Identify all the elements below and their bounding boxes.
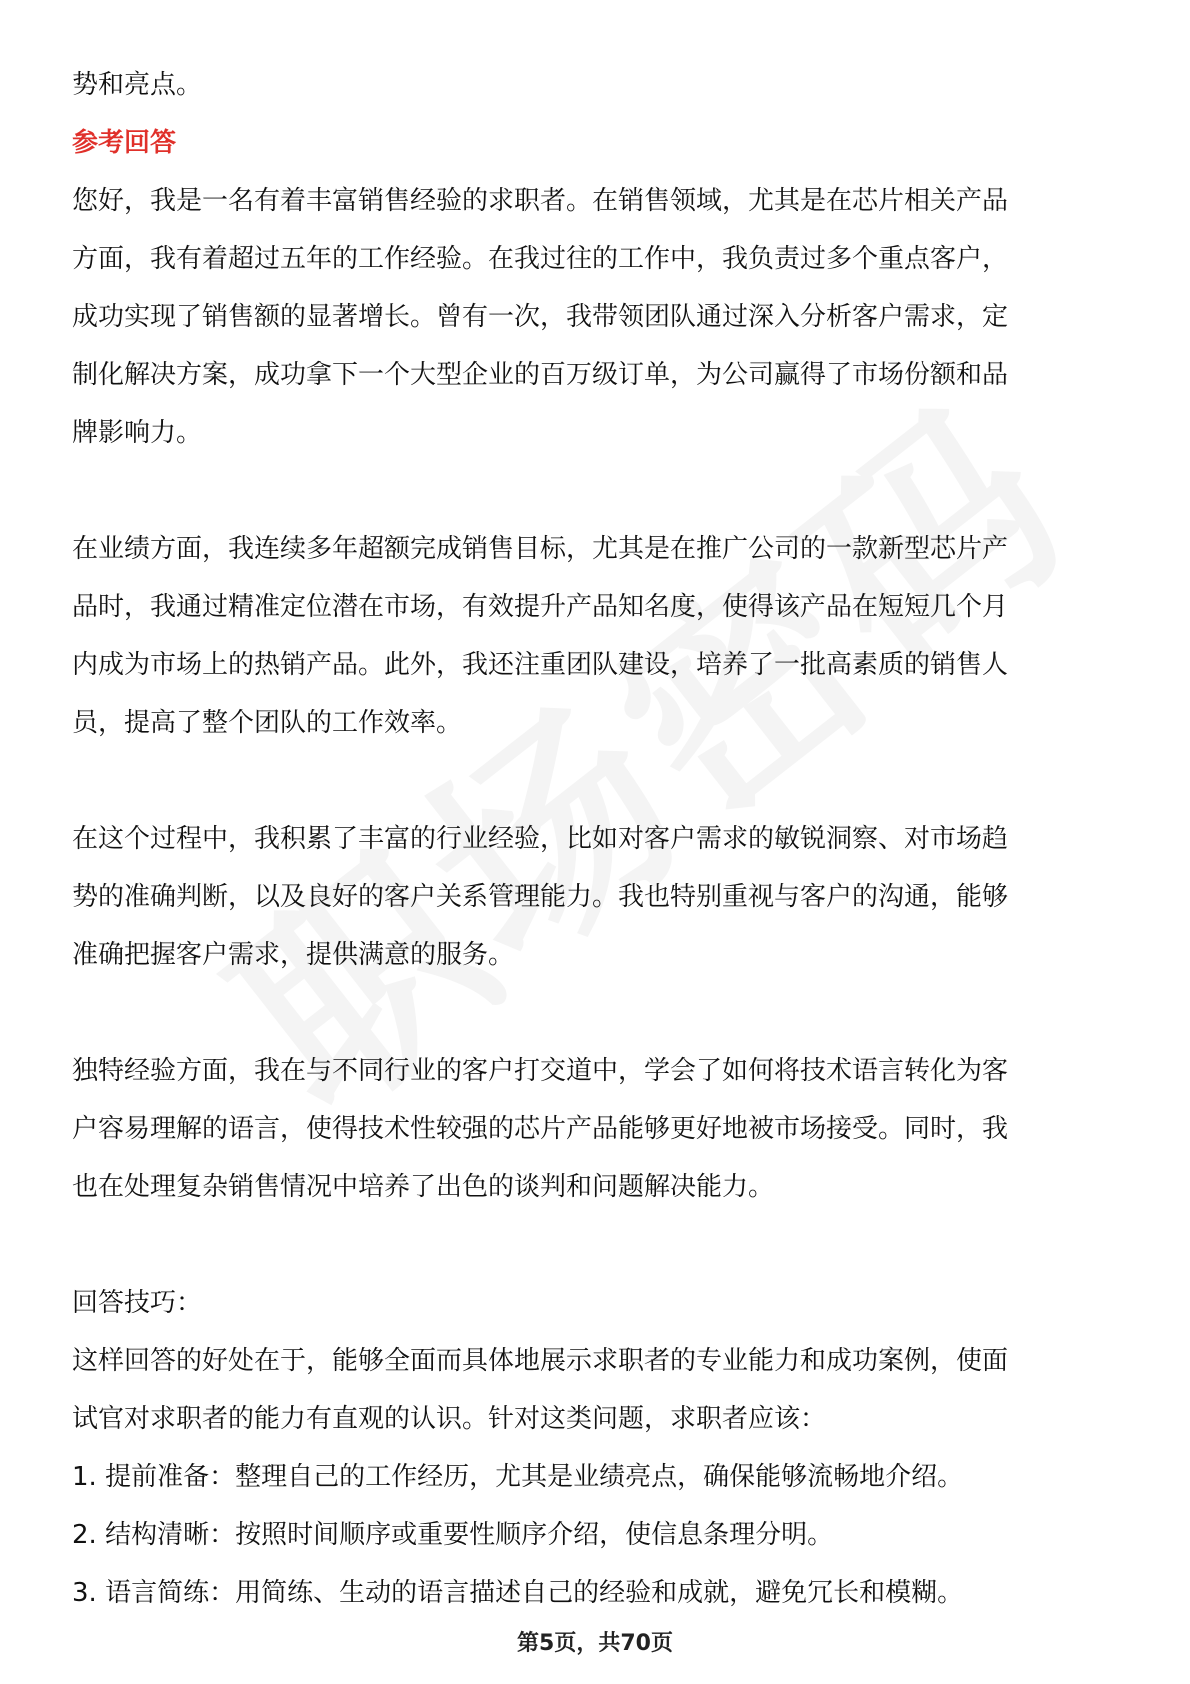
- list-item: 2. 结构清晰：按照时间顺序或重要性顺序介绍，使信息条理分明。: [72, 1520, 834, 1550]
- text-line: 员，提高了整个团队的工作效率。: [72, 708, 463, 738]
- text-line: 势和亮点。: [72, 70, 203, 100]
- text-line: 制化解决方案，成功拿下一个大型企业的百万级订单，为公司赢得了市场份额和品: [72, 360, 1009, 390]
- text-line: 准确把握客户需求，提供满意的服务。: [72, 940, 515, 970]
- text-line: 您好，我是一名有着丰富销售经验的求职者。在销售领域，尤其是在芯片相关产品: [72, 186, 1009, 216]
- paragraph-gap: [72, 462, 1122, 520]
- text-line: 独特经验方面，我在与不同行业的客户打交道中，学会了如何将技术语言转化为客: [72, 1056, 1009, 1086]
- text-line: 户容易理解的语言，使得技术性较强的芯片产品能够更好地被市场接受。同时，我: [72, 1114, 1009, 1144]
- text-line: 牌影响力。: [72, 418, 203, 448]
- text-line: 试官对求职者的能力有直观的认识。针对这类问题，求职者应该：: [72, 1404, 827, 1434]
- section-heading: 参考回答: [72, 128, 177, 158]
- text-line: 也在处理复杂销售情况中培养了出色的谈判和问题解决能力。: [72, 1172, 775, 1202]
- page-content: [72, 56, 1122, 1622]
- paragraph-gap: [72, 984, 1122, 1042]
- paragraph-gap: [72, 1216, 1122, 1274]
- text-line: 这样回答的好处在于，能够全面而具体地展示求职者的专业能力和成功案例，使面: [72, 1346, 1009, 1376]
- tips-heading: 回答技巧：: [72, 1288, 203, 1318]
- text-line: 内成为市场上的热销产品。此外，我还注重团队建设，培养了一批高素质的销售人: [72, 650, 1009, 680]
- paragraph-gap: [72, 752, 1122, 810]
- text-line: 在业绩方面，我连续多年超额完成销售目标，尤其是在推广公司的一款新型芯片产: [72, 534, 1009, 564]
- text-line: 在这个过程中，我积累了丰富的行业经验，比如对客户需求的敏锐洞察、对市场趋: [72, 824, 1009, 854]
- list-item: 3. 语言简练：用简练、生动的语言描述自己的经验和成就，避免冗长和模糊。: [72, 1578, 964, 1608]
- text-line: 方面，我有着超过五年的工作经验。在我过往的工作中，我负责过多个重点客户，: [72, 244, 1009, 274]
- page-number: 第5页，共70页: [517, 1631, 673, 1656]
- text-line: 势的准确判断，以及良好的客户关系管理能力。我也特别重视与客户的沟通，能够: [72, 882, 1009, 912]
- text-line: 成功实现了销售额的显著增长。曾有一次，我带领团队通过深入分析客户需求，定: [72, 302, 1009, 332]
- list-item: 1. 提前准备：整理自己的工作经历，尤其是业绩亮点，确保能够流畅地介绍。: [72, 1462, 964, 1492]
- text-line: 品时，我通过精准定位潜在市场，有效提升产品知名度，使得该产品在短短几个月: [72, 592, 1009, 622]
